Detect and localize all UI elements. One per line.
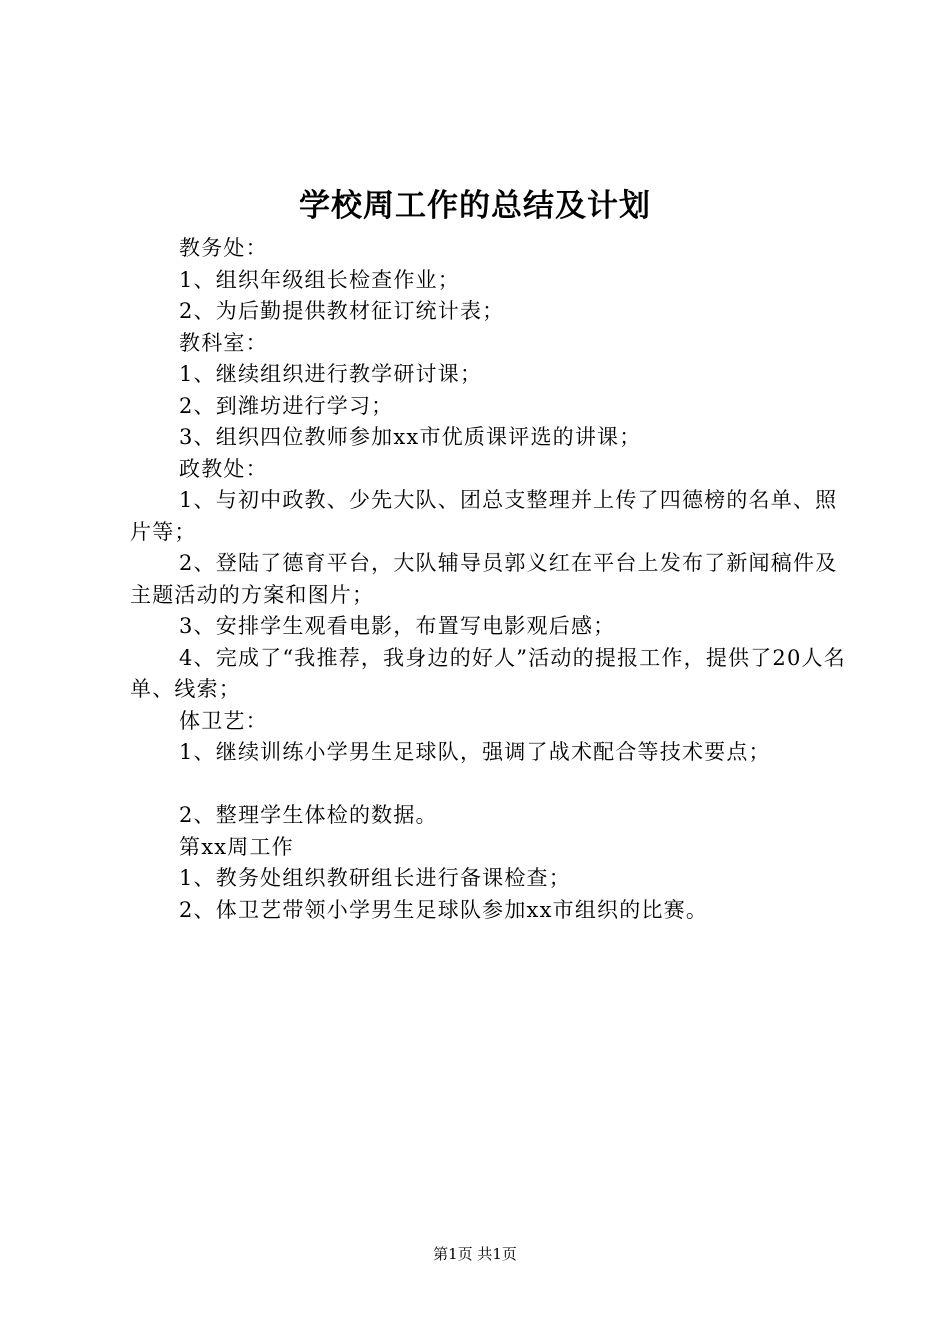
paragraph: 1、教务处组织教研组长进行备课检查； (179, 866, 571, 890)
paragraph: 3、安排学生观看电影，布置写电影观后感； (179, 614, 616, 638)
paragraph: 2、到潍坊进行学习； (179, 393, 394, 418)
document-body (130, 233, 846, 926)
section-heading-next-week: 第xx周工作 (179, 834, 294, 859)
section-heading-political: 政教处： (179, 456, 268, 481)
document-title: 学校周工作的总结及计划 (299, 188, 651, 224)
section-heading-sports: 体卫艺： (179, 708, 268, 733)
paragraph: 2、整理学生体检的数据。 (179, 803, 438, 827)
paragraph: 1、组织年级组长检查作业； (179, 267, 460, 292)
paragraph: 2、登陆了德育平台，大队辅导员郭义红在平台上发布了新闻稿件及主题活动的方案和图片； (130, 551, 838, 607)
blank-line (130, 769, 846, 801)
paragraph: 4、完成了“我推荐，我身边的好人”活动的提报工作，提供了20人名单、线索； (130, 645, 846, 701)
section-heading-academic: 教务处： (179, 236, 268, 260)
paragraph: 1、继续组织进行教学研讨课； (179, 362, 483, 386)
paragraph: 3、组织四位教师参加xx市优质课评选的讲课； (179, 425, 642, 449)
paragraph: 1、与初中政教、少先大队、团总支整理并上传了四德榜的名单、照片等； (130, 488, 838, 544)
paragraph: 2、体卫艺带领小学男生足球队参加xx市组织的比赛。 (179, 897, 709, 922)
page-footer: 第1页 共1页 (433, 1245, 517, 1263)
paragraph: 2、为后勤提供教材征订统计表； (179, 299, 505, 323)
paragraph: 1、继续训练小学男生足球队，强调了战术配合等技术要点； (179, 740, 771, 764)
section-heading-research: 教科室： (179, 330, 268, 355)
